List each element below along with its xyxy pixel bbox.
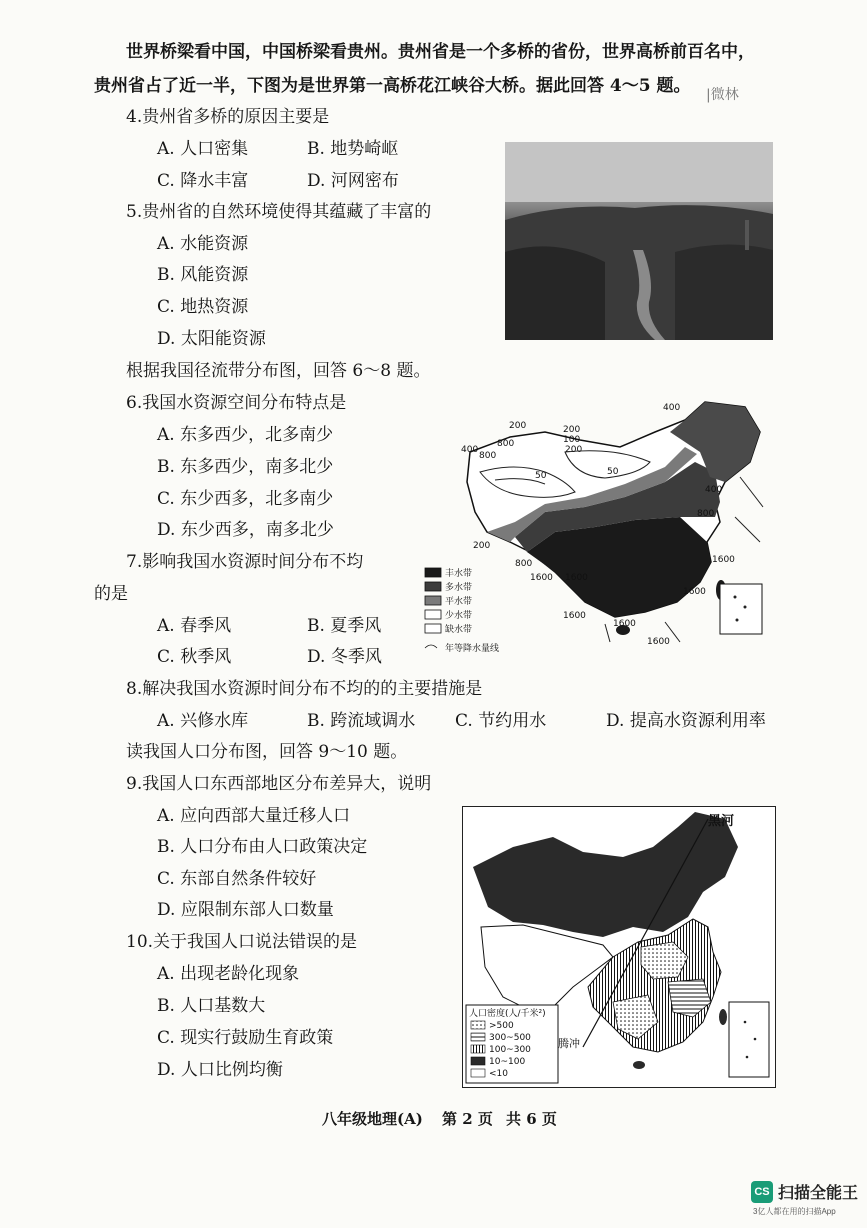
camscanner-name: 扫描全能王 xyxy=(778,1185,859,1202)
q4-option-d[interactable]: D. 河网密布 xyxy=(307,171,399,191)
footer-total: 共 6 页 xyxy=(506,1110,557,1128)
q9-option-d[interactable]: D. 应限制东部人口数量 xyxy=(157,900,334,920)
q10-option-a[interactable]: A. 出现老龄化现象 xyxy=(157,964,300,984)
runoff-legend-3: 平水带 xyxy=(445,597,473,607)
q10-stem: 10.关于我国人口说法错误的是 xyxy=(126,932,358,952)
q8-option-a[interactable]: A. 兴修水库 xyxy=(157,711,249,731)
q7-stem: 7.影响我国水资源时间分布不均 xyxy=(126,552,364,572)
runoff-label: 400 xyxy=(663,403,681,413)
runoff-label: 200 xyxy=(473,541,491,551)
city-label-heihe: 黑河 xyxy=(708,814,735,829)
camscanner-logo-icon: CS xyxy=(751,1181,773,1203)
pop-legend-4: 10~100 xyxy=(489,1057,526,1067)
runoff-legend-2: 多水带 xyxy=(445,583,473,593)
q10-option-d[interactable]: D. 人口比例均衡 xyxy=(157,1060,283,1080)
q9-option-c[interactable]: C. 东部自然条件较好 xyxy=(157,869,317,889)
city-label-tengchong: 腾冲 xyxy=(558,1037,580,1050)
q7-stem-cont: 的是 xyxy=(94,584,128,604)
q9-stem: 9.我国人口东西部地区分布差异大，说明 xyxy=(126,774,432,794)
section-intro-population: 读我国人口分布图，回答 9～10 题。 xyxy=(126,742,408,762)
runoff-label: 100 xyxy=(563,435,581,445)
q6-option-a[interactable]: A. 东多西少，北多南少 xyxy=(157,425,334,445)
population-map xyxy=(462,806,776,1088)
runoff-label: 1600 xyxy=(647,637,670,647)
q4-stem: 4.贵州省多桥的原因主要是 xyxy=(126,107,330,127)
q5-option-a[interactable]: A. 水能资源 xyxy=(157,234,249,254)
runoff-map xyxy=(415,392,775,660)
section-intro-runoff: 根据我国径流带分布图，回答 6～8 题。 xyxy=(126,361,431,381)
runoff-label: 400 xyxy=(461,445,479,455)
q8-option-b[interactable]: B. 跨流域调水 xyxy=(307,711,416,731)
pop-legend-3: 100~300 xyxy=(489,1045,531,1055)
q5-option-d[interactable]: D. 太阳能资源 xyxy=(157,329,266,349)
q7-option-b[interactable]: B. 夏季风 xyxy=(307,616,382,636)
q10-option-b[interactable]: B. 人口基数大 xyxy=(157,996,266,1016)
runoff-label: 50 xyxy=(607,467,619,477)
q8-option-d[interactable]: D. 提高水资源利用率 xyxy=(606,711,766,731)
runoff-label: 1600 xyxy=(563,611,586,621)
runoff-label: 1600 xyxy=(530,573,553,583)
bridge-photo xyxy=(505,142,773,340)
runoff-label: 200 xyxy=(509,421,527,431)
q6-stem: 6.我国水资源空间分布特点是 xyxy=(126,393,347,413)
q6-option-c[interactable]: C. 东少西多，北多南少 xyxy=(157,489,334,509)
q10-option-c[interactable]: C. 现实行鼓励生育政策 xyxy=(157,1028,334,1048)
q8-option-c[interactable]: C. 节约用水 xyxy=(455,711,547,731)
runoff-label: 1600 xyxy=(683,587,706,597)
runoff-label: 800 xyxy=(497,439,515,449)
q9-option-b[interactable]: B. 人口分布由人口政策决定 xyxy=(157,837,368,857)
runoff-legend-6: 年等降水量线 xyxy=(445,644,500,654)
intro-line-1: 世界桥梁看中国，中国桥梁看贵州。贵州省是一个多桥的省份，世界高桥前百名中， xyxy=(126,42,755,62)
q4-option-b[interactable]: B. 地势崎岖 xyxy=(307,139,399,159)
q7-option-a[interactable]: A. 春季风 xyxy=(157,616,232,636)
q6-option-b[interactable]: B. 东多西少，南多北少 xyxy=(157,457,334,477)
q4-option-c[interactable]: C. 降水丰富 xyxy=(157,171,249,191)
runoff-legend-1: 丰水带 xyxy=(445,569,473,579)
runoff-legend-4: 少水带 xyxy=(445,611,473,621)
q6-option-d[interactable]: D. 东少西多，南多北少 xyxy=(157,520,334,540)
pop-legend-2: 300~500 xyxy=(489,1033,531,1043)
runoff-label: 800 xyxy=(479,451,497,461)
runoff-label: 1600 xyxy=(565,573,588,583)
runoff-label: 200 xyxy=(565,445,583,455)
intro-line-2: 贵州省占了近一半，下图为是世界第一高桥花江峡谷大桥。据此回答 4～5 题。 xyxy=(94,76,691,96)
q5-option-b[interactable]: B. 风能资源 xyxy=(157,265,249,285)
q8-stem: 8.解决我国水资源时间分布不均的的主要措施是 xyxy=(126,679,483,699)
q4-option-a[interactable]: A. 人口密集 xyxy=(157,139,249,159)
pop-legend-5: <10 xyxy=(489,1069,508,1079)
runoff-legend-5: 缺水带 xyxy=(445,625,473,635)
q7-option-d[interactable]: D. 冬季风 xyxy=(307,647,382,667)
pop-legend-title: 人口密度(人/千米²) xyxy=(469,1009,546,1019)
runoff-label: 400 xyxy=(705,485,723,495)
runoff-label: 800 xyxy=(697,509,715,519)
pop-legend-1: >500 xyxy=(489,1021,514,1031)
stamp-mark: |微林 xyxy=(706,87,739,103)
footer-subject: 八年级地理(A) xyxy=(322,1110,423,1128)
camscanner-tagline: 3亿人都在用的扫描App xyxy=(753,1207,836,1216)
runoff-label: 1600 xyxy=(613,619,636,629)
runoff-label: 200 xyxy=(563,425,581,435)
q5-stem: 5.贵州省的自然环境使得其蕴藏了丰富的 xyxy=(126,202,432,222)
runoff-label: 1600 xyxy=(712,555,735,565)
q7-option-c[interactable]: C. 秋季风 xyxy=(157,647,232,667)
runoff-label: 50 xyxy=(535,471,547,481)
footer-page: 第 2 页 xyxy=(442,1110,493,1128)
q5-option-c[interactable]: C. 地热资源 xyxy=(157,297,249,317)
q9-option-a[interactable]: A. 应向西部大量迁移人口 xyxy=(157,806,351,826)
runoff-label: 800 xyxy=(515,559,533,569)
